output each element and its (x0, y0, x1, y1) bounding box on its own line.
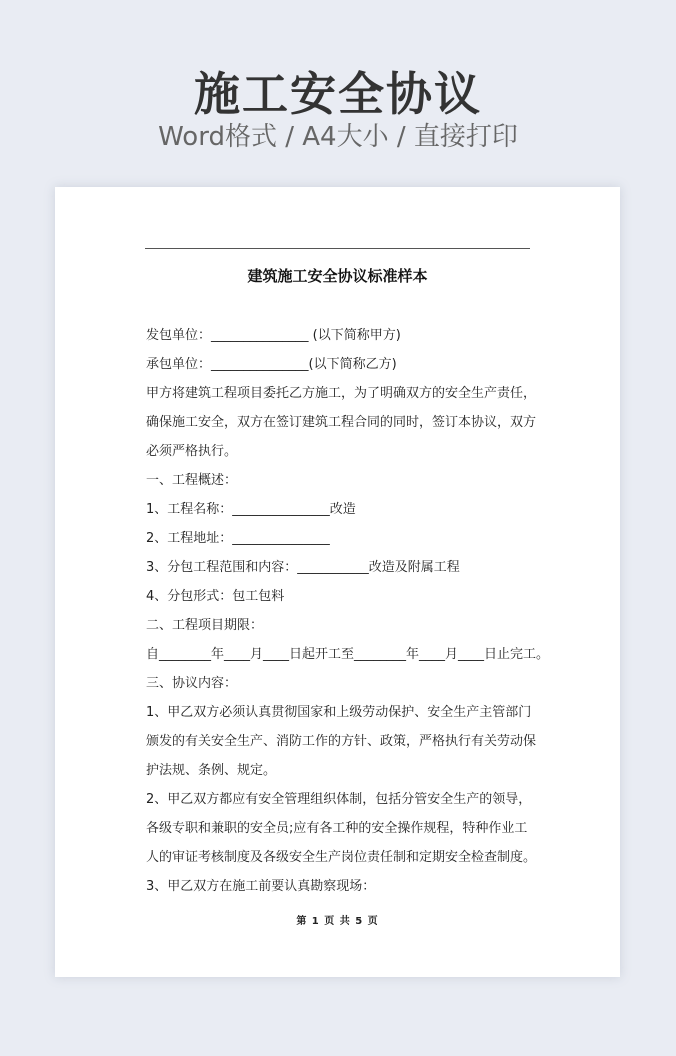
section-heading: 三、协议内容： (146, 676, 238, 691)
paragraph-line: 颁发的有关安全生产、消防工作的方针、政策，严格执行有关劳动保 (146, 734, 537, 749)
paragraph-line: 各级专职和兼职的安全员;应有各工种的安全操作规程，特种作业工 (146, 821, 528, 836)
list-item: 3、分包工程范围和内容：___________改造及附属工程 (146, 560, 460, 575)
document-page (55, 187, 620, 977)
hero-subtitle: Word格式 / A4大小 / 直接打印 (158, 122, 518, 152)
list-item: 2、工程地址：_______________ (146, 531, 330, 546)
section-heading: 二、工程项目期限： (146, 618, 264, 633)
paragraph-line: 1、甲乙双方必须认真贯彻国家和上级劳动保护、安全生产主管部门 (146, 705, 532, 720)
header-rule (145, 248, 530, 249)
paragraph-line: 必须严格执行。 (146, 444, 238, 459)
paragraph-line: 3、甲乙双方在施工前要认真勘察现场： (146, 879, 376, 894)
paragraph-line: 2、甲乙双方都应有安全管理组织体制，包括分管安全生产的领导， (146, 792, 532, 807)
paragraph-line: 甲方将建筑工程项目委托乙方施工，为了明确双方的安全生产责任， (146, 386, 537, 401)
page-number-footer: 第 1 页 共 5 页 (296, 916, 379, 927)
list-item: 4、分包形式：包工包料 (146, 589, 285, 604)
list-item: 1、工程名称：_______________改造 (146, 502, 356, 517)
section-heading: 一、工程概述： (146, 473, 238, 488)
paragraph-line: 护法规、条例、规定。 (146, 763, 277, 778)
line-subcontractor: 承包单位：_______________(以下简称乙方) (146, 357, 397, 372)
line-contractor: 发包单位：_______________ (以下简称甲方) (146, 328, 401, 343)
paragraph-line: 人的审证考核制度及各级安全生产岗位责任制和定期安全检查制度。 (146, 850, 537, 865)
date-range-line: 自________年____月____日起开工至________年____月____日止完工。 (146, 647, 550, 662)
document-body (146, 321, 550, 901)
paragraph-line: 确保施工安全，双方在签订建筑工程合同的同时，签订本协议，双方 (146, 415, 537, 430)
document-title: 建筑施工安全协议标准样本 (247, 267, 428, 285)
hero-title: 施工安全协议 (194, 67, 482, 121)
